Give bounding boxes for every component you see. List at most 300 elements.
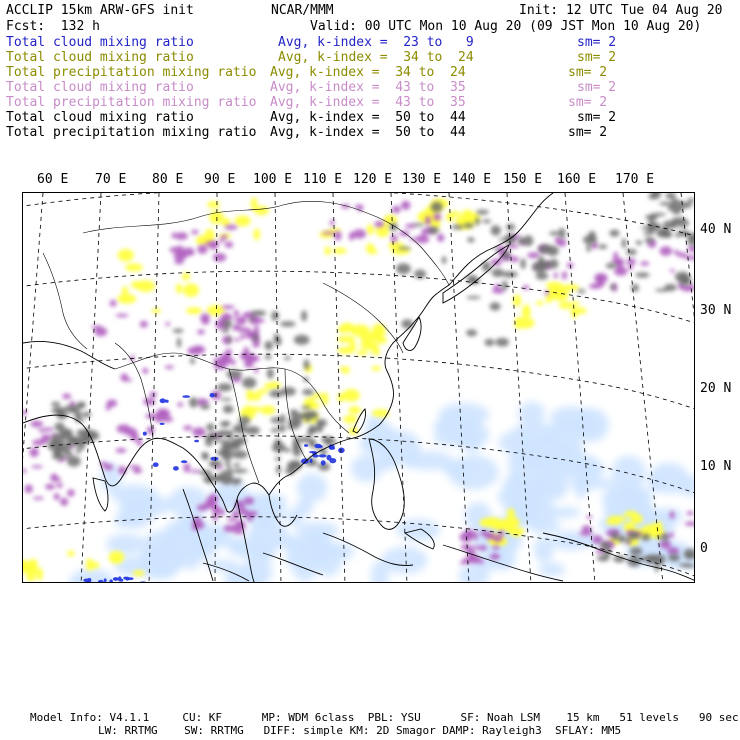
purple-cloud-blob [220,238,225,242]
gray-cloud-blob [271,311,279,321]
gray-cloud-blob [549,231,559,235]
yellow-cloud-blob [118,249,134,261]
yellow-cloud-blob [624,511,637,518]
yellow-cloud-blob [536,301,544,306]
gray-cloud-blob [464,223,474,228]
blue-cloud-blob [210,457,218,461]
gray-cloud-blob [278,425,285,433]
purple-cloud-blob [106,400,117,408]
gray-cloud-blob [217,430,231,435]
purple-cloud-blob [244,497,255,505]
lat-label-1: 30 N [700,303,732,318]
yellow-cloud-blob [507,508,515,519]
gray-cloud-blob [265,354,272,359]
gray-cloud-blob [398,247,412,250]
yellow-cloud-blob [349,341,356,352]
gray-cloud-blob [482,219,491,223]
purple-cloud-blob [45,484,55,490]
forecast-hour: Fcst: 132 h [6,19,100,34]
gray-cloud-blob [76,448,81,453]
valid-time: Valid: 00 UTC Mon 10 Aug 20 (09 JST Mon 10 Aug 20) [310,19,702,34]
lon-label-2: 80 E [152,172,184,187]
lon-label-7: 130 E [402,172,442,187]
yellow-cloud-blob [183,284,199,297]
lon-label-9: 150 E [503,172,543,187]
gray-cloud-blob [224,421,231,425]
gray-cloud-blob [628,532,639,540]
gray-cloud-blob [622,238,627,248]
purple-cloud-blob [116,448,127,453]
gray-cloud-blob [51,455,65,459]
gray-cloud-blob [232,450,248,459]
gray-cloud-blob [467,237,474,242]
purple-cloud-blob [469,554,473,562]
purple-cloud-blob [494,284,499,290]
gray-cloud-blob [309,425,317,434]
gray-cloud-blob [538,244,552,254]
purple-cloud-blob [197,245,207,254]
purple-cloud-blob [94,327,107,336]
gray-cloud-blob [649,193,658,200]
yellow-cloud-blob [571,301,580,305]
gray-cloud-blob [630,547,643,555]
purple-cloud-blob [117,424,131,433]
lightblue-cloud-blob [69,569,114,583]
purple-cloud-blob [252,344,259,347]
blue-cloud-blob [319,454,327,457]
gray-cloud-blob [62,409,77,412]
purple-cloud-blob [120,374,128,382]
yellow-cloud-blob [136,280,155,292]
purple-cloud-blob [192,522,205,529]
gray-cloud-blob [276,465,281,474]
legend-sm-3: sm= 2 [577,80,617,95]
purple-cloud-blob [175,232,187,240]
gray-cloud-blob [303,412,311,417]
gray-cloud-blob [294,335,310,345]
gray-cloud-blob [217,383,232,391]
purple-cloud-blob [687,284,694,289]
purple-cloud-blob [586,516,592,519]
yellow-cloud-blob [371,366,381,371]
yellow-cloud-blob [545,295,552,303]
lightblue-cloud-blob [293,551,318,582]
gray-cloud-blob [251,310,266,316]
legend-field-0: Total cloud mixing ratio [6,35,194,50]
yellow-cloud-blob [245,405,251,415]
lightblue-cloud-blob [611,456,646,491]
legend-field-1: Total cloud mixing ratio [6,50,194,65]
purple-cloud-blob [392,206,401,213]
yellow-cloud-blob [321,392,328,405]
lon-label-5: 110 E [303,172,343,187]
purple-cloud-blob [462,560,467,564]
yellow-cloud-blob [553,288,569,301]
gray-cloud-blob [612,531,618,540]
purple-cloud-blob [197,330,205,335]
legend-avg-6: Avg, k-index = 50 to 44 [270,125,466,140]
gray-cloud-blob [280,321,296,327]
blue-cloud-blob [143,432,147,436]
purple-cloud-blob [33,497,44,500]
purple-cloud-blob [174,259,184,264]
gray-cloud-blob [216,450,230,455]
gray-cloud-blob [558,228,565,239]
purple-cloud-blob [660,246,673,256]
yellow-cloud-blob [357,350,368,355]
gray-cloud-blob [492,269,504,278]
map-panel [22,192,695,583]
gray-cloud-blob [401,319,413,328]
yellow-cloud-blob [133,570,145,576]
blue-cloud-blob [114,577,117,580]
gray-cloud-blob [648,223,661,230]
gray-cloud-blob [475,217,480,225]
purple-cloud-blob [589,283,602,289]
legend-avg-4: Avg, k-index = 43 to 35 [270,95,466,110]
gray-cloud-blob [265,341,274,350]
gray-cloud-blob [606,263,617,269]
lightblue-cloud-blob [227,537,246,555]
gray-cloud-blob [631,284,639,292]
gray-cloud-blob [506,224,515,231]
purple-cloud-blob [176,246,184,254]
lightblue-cloud-blob [550,406,594,428]
gray-cloud-blob [494,248,499,251]
purple-cloud-blob [492,546,500,550]
yellow-cloud-blob [650,523,659,529]
model-title: ACCLIP 15km ARW-GFS init [6,3,194,18]
gray-cloud-blob [549,259,558,269]
gray-cloud-blob [578,289,586,293]
gray-cloud-blob [625,538,632,542]
legend-avg-5: Avg, k-index = 50 to 44 [270,110,466,125]
legend-sm-1: sm= 2 [577,50,617,65]
purple-cloud-blob [137,439,142,447]
purple-cloud-blob [555,236,560,244]
gray-cloud-blob [490,302,501,310]
purple-cloud-blob [433,213,441,220]
gray-cloud-blob [668,554,680,562]
gray-cloud-blob [302,389,314,395]
purple-cloud-blob [54,493,60,500]
blue-cloud-blob [321,460,326,465]
gray-cloud-blob [205,438,213,446]
purple-cloud-blob [670,511,675,519]
yellow-cloud-blob [246,389,254,401]
gray-cloud-blob [413,223,425,226]
gray-cloud-blob [253,333,258,342]
yellow-cloud-blob [256,389,268,394]
lightblue-cloud-blob [448,455,499,490]
gray-cloud-blob [659,202,673,206]
gray-cloud-blob [284,356,291,360]
yellow-cloud-blob [607,516,626,522]
gray-cloud-blob [476,210,489,215]
yellow-cloud-blob [182,273,190,281]
lon-label-4: 100 E [253,172,293,187]
lon-label-1: 70 E [95,172,127,187]
map-canvas [23,193,695,583]
model-info-line2: LW: RRTMG SW: RRTMG DIFF: simple KM: 2D Smagor DAMP: Rayleigh3 SFLAY: MM5 [98,724,622,737]
purple-cloud-blob [31,465,43,468]
gray-cloud-blob [650,213,666,216]
gray-cloud-blob [234,437,246,446]
yellow-cloud-blob [455,217,466,224]
lightblue-cloud-blob [444,412,469,447]
gray-cloud-blob [495,338,509,347]
blue-cloud-blob [160,398,166,403]
blue-cloud-blob [120,579,123,582]
purple-cloud-blob [353,229,366,238]
gray-cloud-blob [245,426,260,435]
blue-cloud-blob [338,448,345,454]
yellow-cloud-blob [234,216,250,227]
purple-cloud-blob [349,232,355,241]
gray-cloud-blob [287,426,300,430]
yellow-cloud-blob [152,308,161,313]
center-label: NCAR/MMM [271,3,334,18]
gray-cloud-blob [223,320,232,329]
blue-cloud-blob [310,459,313,463]
purple-cloud-blob [437,234,444,242]
purple-cloud-blob [62,394,71,400]
purple-cloud-blob [687,511,694,515]
gray-cloud-blob [674,219,689,227]
yellow-cloud-blob [369,249,378,255]
yellow-cloud-blob [117,294,136,304]
gray-cloud-blob [226,370,242,379]
legend-sm-4: sm= 2 [568,95,608,110]
purple-cloud-blob [617,267,624,270]
gray-cloud-blob [641,534,650,541]
gray-cloud-blob [173,329,184,333]
gray-cloud-blob [520,258,525,269]
gray-cloud-blob [249,317,254,321]
purple-cloud-blob [527,252,539,258]
blue-cloud-blob [327,455,332,461]
gray-cloud-blob [206,423,214,431]
gray-cloud-blob [502,271,518,277]
yellow-cloud-blob [86,558,93,571]
gray-cloud-blob [285,448,291,452]
blue-cloud-blob [104,578,107,582]
gray-cloud-blob [664,284,677,291]
purple-cloud-blob [246,511,258,516]
lightblue-cloud-blob [569,478,615,490]
purple-cloud-blob [165,365,174,369]
purple-cloud-blob [56,483,63,488]
legend-sm-2: sm= 2 [568,65,608,80]
purple-cloud-blob [60,498,68,506]
purple-cloud-blob [240,334,245,339]
gray-cloud-blob [271,428,279,432]
yellow-cloud-blob [367,224,374,234]
gray-cloud-blob [610,284,616,290]
legend-field-5: Total cloud mixing ratio [6,110,194,125]
lon-label-3: 90 E [204,172,236,187]
purple-cloud-blob [133,468,143,474]
purple-cloud-blob [334,231,341,241]
gray-cloud-blob [269,390,283,398]
legend-avg-1: Avg, k-index = 34 to 24 [278,50,474,65]
purple-cloud-blob [594,273,607,283]
gray-cloud-blob [67,456,81,467]
gray-cloud-blob [64,451,72,457]
gray-cloud-blob [680,280,690,285]
purple-cloud-blob [374,221,384,227]
gray-cloud-blob [275,457,281,461]
yellow-cloud-blob [186,307,202,314]
gray-cloud-blob [233,424,247,434]
purple-cloud-blob [219,509,225,516]
gray-cloud-blob [274,333,280,344]
gray-cloud-blob [287,461,300,469]
gray-cloud-blob [583,235,597,244]
purple-cloud-blob [38,429,46,433]
gray-cloud-blob [232,469,248,473]
purple-cloud-blob [165,322,170,326]
purple-cloud-blob [640,261,649,265]
yellow-cloud-blob [340,323,354,332]
purple-cloud-blob [221,235,228,239]
gray-cloud-blob [672,198,677,203]
yellow-cloud-blob [67,551,75,557]
purple-cloud-blob [192,345,205,354]
gray-cloud-blob [646,555,661,559]
gray-cloud-blob [221,329,230,332]
gray-cloud-blob [201,404,210,409]
gray-cloud-blob [271,417,281,423]
yellow-cloud-blob [176,284,182,294]
gray-cloud-blob [442,256,447,264]
purple-cloud-blob [220,355,232,365]
purple-cloud-blob [177,402,183,406]
purple-cloud-blob [128,465,141,468]
lightblue-cloud-blob [251,519,267,534]
purple-cloud-blob [237,316,246,325]
purple-cloud-blob [478,546,484,551]
lightblue-cloud-blob [405,451,454,470]
gray-cloud-blob [220,398,232,401]
gray-cloud-blob [51,402,60,407]
gray-cloud-blob [668,205,674,211]
purple-cloud-blob [237,520,244,527]
lightblue-cloud-blob [192,528,229,550]
gray-cloud-blob [466,296,480,299]
purple-cloud-blob [191,230,198,235]
gray-cloud-blob [201,452,207,458]
yellow-cloud-blob [523,304,531,315]
purple-cloud-blob [150,392,157,398]
purple-cloud-blob [116,314,129,317]
lightblue-cloud-blob [106,534,145,555]
gray-cloud-blob [69,438,81,443]
lightblue-cloud-blob [154,545,180,579]
lightblue-cloud-blob [382,547,428,574]
yellow-cloud-blob [447,212,462,217]
legend-field-4: Total precipitation mixing ratio [6,95,257,110]
yellow-cloud-blob [312,393,323,398]
purple-cloud-blob [202,319,210,325]
lightblue-cloud-blob [503,472,527,506]
lightblue-cloud-blob [534,536,554,562]
gray-cloud-blob [316,419,327,427]
lon-label-8: 140 E [452,172,492,187]
blue-cloud-blob [314,444,321,448]
lon-label-10: 160 E [557,172,597,187]
yellow-cloud-blob [546,282,563,288]
yellow-cloud-blob [514,317,522,329]
purple-cloud-blob [32,440,46,446]
purple-cloud-blob [110,300,117,307]
purple-cloud-blob [685,522,695,526]
yellow-cloud-blob [494,521,506,531]
purple-cloud-blob [670,269,675,272]
gray-cloud-blob [214,439,229,442]
gray-cloud-blob [267,368,274,379]
purple-cloud-blob [224,225,237,230]
gray-cloud-blob [228,466,232,472]
purple-cloud-blob [244,360,254,368]
yellow-cloud-blob [371,330,384,340]
purple-cloud-blob [567,262,574,268]
gray-cloud-blob [672,209,681,214]
yellow-cloud-blob [125,263,143,271]
gray-cloud-blob [656,229,669,238]
purple-cloud-blob [493,535,502,542]
gray-cloud-blob [537,261,551,269]
lightblue-cloud-blob [117,502,154,528]
purple-cloud-blob [140,321,148,328]
legend-avg-2: Avg, k-index = 34 to 24 [270,65,466,80]
gray-cloud-blob [304,359,310,369]
purple-cloud-blob [255,319,265,323]
purple-cloud-blob [176,253,188,257]
legend-avg-3: Avg, k-index = 43 to 35 [270,80,466,95]
gray-cloud-blob [586,244,590,252]
purple-cloud-blob [244,347,249,354]
gray-cloud-blob [618,535,626,543]
legend-sm-5: sm= 2 [577,110,617,125]
legend-field-2: Total precipitation mixing ratio [6,65,257,80]
lightblue-cloud-blob [169,487,209,519]
purple-cloud-blob [157,409,170,418]
gray-cloud-blob [74,412,82,420]
lightblue-cloud-blob [538,563,565,577]
yellow-cloud-blob [260,406,275,415]
yellow-cloud-blob [29,559,38,568]
purple-cloud-blob [233,338,240,341]
purple-cloud-blob [222,305,235,309]
yellow-cloud-blob [207,201,219,208]
gray-cloud-blob [626,249,637,255]
yellow-cloud-blob [111,557,121,562]
purple-cloud-blob [669,532,673,535]
purple-cloud-blob [493,553,498,559]
purple-cloud-blob [184,463,191,473]
purple-cloud-blob [627,258,636,266]
gray-cloud-blob [635,272,649,277]
gray-cloud-blob [233,463,241,467]
blue-cloud-blob [127,577,134,580]
gray-cloud-blob [280,414,286,424]
yellow-cloud-blob [254,206,269,215]
purple-cloud-blob [425,216,431,226]
gray-cloud-blob [274,439,282,448]
legend-field-3: Total cloud mixing ratio [6,80,194,95]
gray-cloud-blob [501,281,507,291]
